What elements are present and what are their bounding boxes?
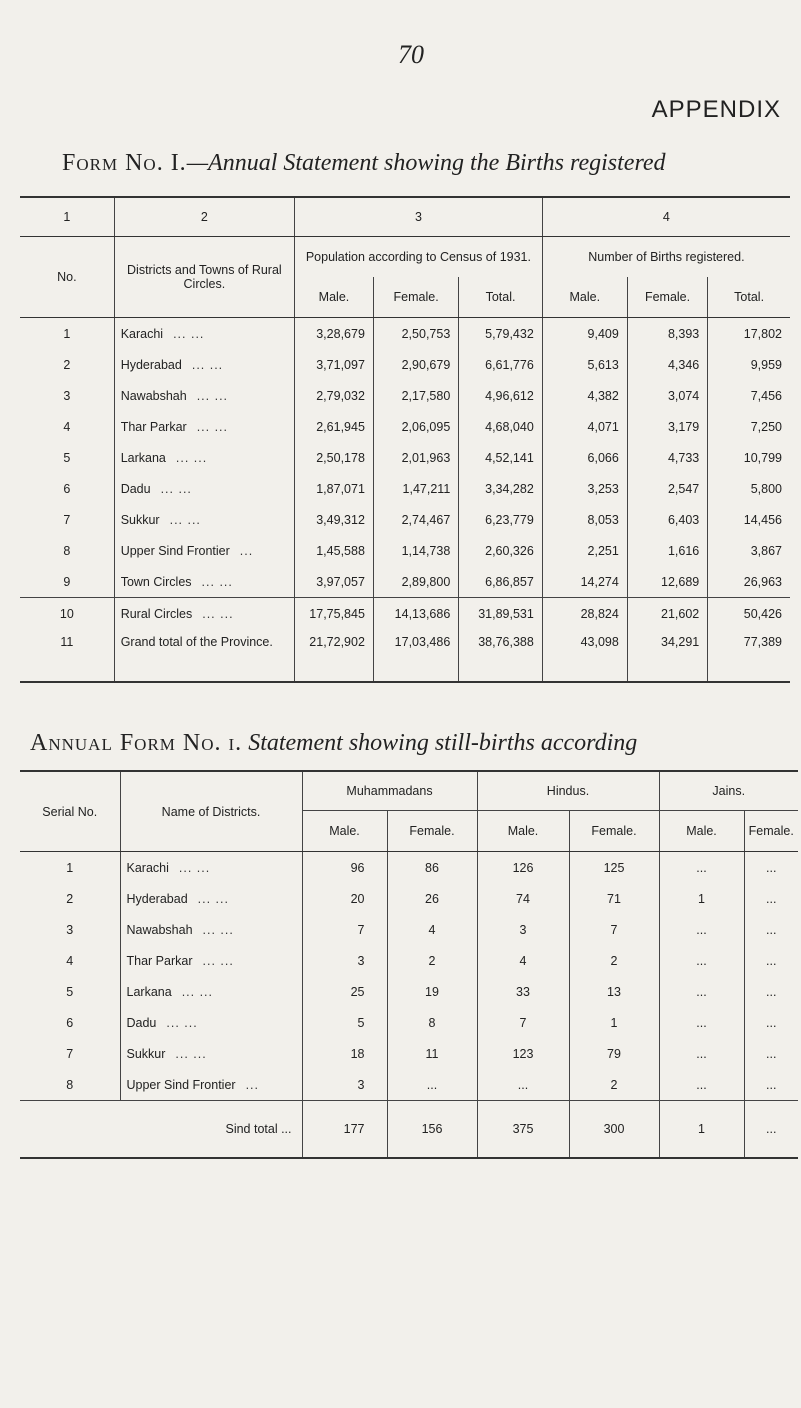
header-jain-male: Male. xyxy=(659,811,744,852)
cell-pt: 6,23,779 xyxy=(459,504,543,535)
cell-bt: 7,250 xyxy=(708,411,790,442)
cell-pf: 2,90,679 xyxy=(373,349,458,380)
cell-jain-male: ... xyxy=(659,852,744,884)
leader-dots: ... ... xyxy=(178,860,211,875)
cell-jain-female: ... xyxy=(744,852,798,884)
total-muh-female: 156 xyxy=(387,1101,477,1159)
cell-pt: 31,89,531 xyxy=(459,598,543,630)
header-pop-male: Male. xyxy=(295,277,374,318)
leader-dots: ... ... xyxy=(166,1015,198,1030)
header-hin-male: Male. xyxy=(477,811,569,852)
cell-bm: 4,382 xyxy=(542,380,627,411)
cell-hin-female: 71 xyxy=(569,883,659,914)
cell-pm: 3,28,679 xyxy=(295,318,374,350)
cell-jain-male: ... xyxy=(659,914,744,945)
table-row xyxy=(20,976,798,1007)
row-number: 10 xyxy=(20,598,114,630)
cell-hin-male: 3 xyxy=(477,914,569,945)
cell-hin-female: 13 xyxy=(569,976,659,1007)
cell-bm: 6,066 xyxy=(542,442,627,473)
header-population: Population according to Census of 1931. xyxy=(295,237,543,278)
cell-pt: 4,52,141 xyxy=(459,442,543,473)
district-label: Upper Sind Frontier xyxy=(120,543,230,558)
leader-dots: ... ... xyxy=(197,891,229,906)
cell-bt: 14,456 xyxy=(708,504,790,535)
district-name xyxy=(120,852,302,884)
header-muh-female: Female. xyxy=(387,811,477,852)
district-name xyxy=(114,504,294,535)
row-number: 8 xyxy=(63,543,71,558)
table-row xyxy=(20,411,790,442)
cell-bm: 5,613 xyxy=(542,349,627,380)
cell-bm: 14,274 xyxy=(542,566,627,598)
district-label: Town Circles xyxy=(120,574,192,589)
cell-bt: 3,867 xyxy=(708,535,790,566)
cell-pm: 1,45,588 xyxy=(295,535,374,566)
cell-jain-female: ... xyxy=(744,1007,798,1038)
district-label: Sukkur xyxy=(120,512,160,527)
cell-bf: 8,393 xyxy=(627,318,707,350)
district-label: Thar Parkar xyxy=(126,953,193,968)
table-row xyxy=(20,852,798,884)
cell-hin-male: ... xyxy=(477,1069,569,1101)
row-number: 4 xyxy=(66,953,74,968)
cell-jain-female: ... xyxy=(744,1069,798,1101)
cell-jain-male: ... xyxy=(659,945,744,976)
district-name xyxy=(120,945,302,976)
header-muh-male: Male. xyxy=(302,811,387,852)
cell-bf: 3,074 xyxy=(627,380,707,411)
header-muhammadans: Muhammadans xyxy=(302,771,477,811)
header-pop-female: Female. xyxy=(373,277,458,318)
form2-title-prefix: Annual Form No. i. xyxy=(30,730,243,756)
row-number: 5 xyxy=(66,984,74,999)
cell-jain-male: ... xyxy=(659,1007,744,1038)
leader-dots: ... ... xyxy=(175,450,208,465)
header-birth-male: Male. xyxy=(542,277,627,318)
row-number: 2 xyxy=(66,891,74,906)
cell-pt: 4,96,612 xyxy=(459,380,543,411)
cell-hin-male: 33 xyxy=(477,976,569,1007)
form2-title xyxy=(30,730,790,757)
form1-title-prefix: Form No. I. xyxy=(62,150,187,176)
leader-dots: ... xyxy=(239,543,254,558)
table-row xyxy=(20,380,790,411)
row-number: 6 xyxy=(66,1015,74,1030)
cell-muh-female: 19 xyxy=(387,976,477,1007)
cell-pm: 21,72,902 xyxy=(295,629,374,682)
row-number: 5 xyxy=(63,450,71,465)
header-jains: Jains. xyxy=(659,771,798,811)
district-name xyxy=(114,535,294,566)
table-row xyxy=(20,566,790,598)
cell-jain-female: ... xyxy=(744,883,798,914)
cell-bf: 34,291 xyxy=(627,629,707,682)
cell-pf: 1,14,738 xyxy=(373,535,458,566)
cell-muh-male: 3 xyxy=(302,1069,387,1101)
cell-hin-male: 4 xyxy=(477,945,569,976)
district-name xyxy=(120,1069,302,1101)
cell-hin-female: 2 xyxy=(569,1069,659,1101)
district-name xyxy=(114,349,294,380)
cell-bf: 12,689 xyxy=(627,566,707,598)
cell-hin-male: 123 xyxy=(477,1038,569,1069)
district-name xyxy=(120,883,302,914)
cell-bt: 17,802 xyxy=(708,318,790,350)
cell-jain-female: ... xyxy=(744,945,798,976)
district-name xyxy=(114,566,294,598)
cell-bm: 4,071 xyxy=(542,411,627,442)
district-name xyxy=(114,411,294,442)
leader-dots: ... ... xyxy=(201,574,233,589)
cell-hin-female: 125 xyxy=(569,852,659,884)
district-label: Karachi xyxy=(120,326,164,341)
cell-bf: 4,346 xyxy=(627,349,707,380)
row-number: 3 xyxy=(66,922,74,937)
row-number: 2 xyxy=(63,357,71,372)
cell-muh-female: 4 xyxy=(387,914,477,945)
district-label: Larkana xyxy=(126,984,172,999)
cell-pm: 1,87,071 xyxy=(295,473,374,504)
total-label: Sind total ... xyxy=(20,1101,302,1159)
form1-title-text: —Annual Statement showing the Births registered xyxy=(186,150,666,176)
cell-pt: 6,61,776 xyxy=(459,349,543,380)
row-number: 1 xyxy=(66,860,74,875)
total-muh-male: 177 xyxy=(302,1101,387,1159)
cell-jain-male: ... xyxy=(659,1038,744,1069)
cell-muh-female: 2 xyxy=(387,945,477,976)
district-name xyxy=(120,976,302,1007)
table-row xyxy=(20,1069,798,1101)
district-name xyxy=(114,318,294,350)
table-row xyxy=(20,598,790,630)
row-number: 7 xyxy=(63,512,71,527)
cell-bt: 5,800 xyxy=(708,473,790,504)
cell-bt: 77,389 xyxy=(708,629,790,682)
district-name xyxy=(114,442,294,473)
district-label: Rural Circles xyxy=(120,606,193,621)
total-jain-female: ... xyxy=(744,1101,798,1159)
cell-muh-female: 11 xyxy=(387,1038,477,1069)
cell-muh-male: 96 xyxy=(302,852,387,884)
cell-bm: 8,053 xyxy=(542,504,627,535)
cell-hin-female: 79 xyxy=(569,1038,659,1069)
row-number: 3 xyxy=(63,388,71,403)
cell-bt: 9,959 xyxy=(708,349,790,380)
cell-pf: 2,06,095 xyxy=(373,411,458,442)
district-name xyxy=(114,629,294,682)
births-table xyxy=(20,196,790,683)
header-districts: Districts and Towns of Rural Circles. xyxy=(114,237,294,318)
col-number-1: 1 xyxy=(20,197,114,237)
row-number: 6 xyxy=(63,481,71,496)
table-row xyxy=(20,504,790,535)
district-label: Nawabshah xyxy=(126,922,193,937)
cell-pf: 14,13,686 xyxy=(373,598,458,630)
district-label: Dadu xyxy=(126,1015,157,1030)
cell-jain-female: ... xyxy=(744,976,798,1007)
cell-pt: 5,79,432 xyxy=(459,318,543,350)
header-name: Name of Districts. xyxy=(120,771,302,852)
district-name xyxy=(120,914,302,945)
cell-hin-male: 74 xyxy=(477,883,569,914)
row-number: 7 xyxy=(66,1046,74,1061)
cell-pf: 2,01,963 xyxy=(373,442,458,473)
cell-jain-male: ... xyxy=(659,1069,744,1101)
cell-bt: 10,799 xyxy=(708,442,790,473)
cell-bf: 6,403 xyxy=(627,504,707,535)
header-serial: Serial No. xyxy=(20,771,120,852)
cell-bm: 3,253 xyxy=(542,473,627,504)
leader-dots: ... ... xyxy=(191,357,224,372)
district-name xyxy=(120,1038,302,1069)
cell-jain-male: 1 xyxy=(659,883,744,914)
cell-jain-female: ... xyxy=(744,1038,798,1069)
cell-muh-female: 86 xyxy=(387,852,477,884)
cell-bf: 21,602 xyxy=(627,598,707,630)
total-jain-male: 1 xyxy=(659,1101,744,1159)
district-name xyxy=(114,473,294,504)
table-row xyxy=(20,883,798,914)
district-label: Karachi xyxy=(126,860,169,875)
header-no: No. xyxy=(20,237,114,318)
cell-muh-female: ... xyxy=(387,1069,477,1101)
leader-dots: ... ... xyxy=(196,388,229,403)
table-row xyxy=(20,629,790,682)
appendix-heading: APPENDIX xyxy=(651,96,781,123)
total-hin-female: 300 xyxy=(569,1101,659,1159)
leader-dots: ... ... xyxy=(202,606,234,621)
cell-hin-male: 7 xyxy=(477,1007,569,1038)
district-label: Hyderabad xyxy=(120,357,182,372)
district-name xyxy=(114,598,294,630)
table-row xyxy=(20,318,790,350)
leader-dots: ... ... xyxy=(175,1046,207,1061)
cell-muh-male: 25 xyxy=(302,976,387,1007)
header-jain-female: Female. xyxy=(744,811,798,852)
cell-pt: 3,34,282 xyxy=(459,473,543,504)
cell-bm: 9,409 xyxy=(542,318,627,350)
cell-pf: 2,50,753 xyxy=(373,318,458,350)
district-label: Thar Parkar xyxy=(120,419,187,434)
cell-jain-female: ... xyxy=(744,914,798,945)
table-row xyxy=(20,945,798,976)
header-hin-female: Female. xyxy=(569,811,659,852)
col-number-2: 2 xyxy=(114,197,294,237)
cell-bf: 1,616 xyxy=(627,535,707,566)
total-row xyxy=(20,1101,798,1159)
row-number: 8 xyxy=(66,1077,74,1092)
table-row xyxy=(20,349,790,380)
cell-pf: 2,74,467 xyxy=(373,504,458,535)
leader-dots: ... ... xyxy=(181,984,213,999)
district-name xyxy=(120,1007,302,1038)
district-label: Sukkur xyxy=(126,1046,166,1061)
cell-pm: 3,49,312 xyxy=(295,504,374,535)
cell-muh-male: 3 xyxy=(302,945,387,976)
cell-pf: 2,89,800 xyxy=(373,566,458,598)
row-number: 11 xyxy=(20,629,114,682)
table-row xyxy=(20,914,798,945)
cell-muh-female: 8 xyxy=(387,1007,477,1038)
district-label: Nawabshah xyxy=(120,388,187,403)
total-hin-male: 375 xyxy=(477,1101,569,1159)
district-label: Dadu xyxy=(120,481,151,496)
leader-dots: ... ... xyxy=(173,326,205,341)
row-number: 4 xyxy=(63,419,71,434)
table-row xyxy=(20,1038,798,1069)
row-number: 9 xyxy=(63,574,71,589)
cell-bm: 43,098 xyxy=(542,629,627,682)
cell-bm: 28,824 xyxy=(542,598,627,630)
cell-pm: 2,50,178 xyxy=(295,442,374,473)
cell-pf: 17,03,486 xyxy=(373,629,458,682)
cell-muh-male: 20 xyxy=(302,883,387,914)
district-label: Hyderabad xyxy=(126,891,188,906)
header-birth-total: Total. xyxy=(708,277,790,318)
district-label: Grand total of the Province. xyxy=(120,635,273,649)
header-hindus: Hindus. xyxy=(477,771,659,811)
form1-title xyxy=(62,150,792,177)
cell-hin-female: 7 xyxy=(569,914,659,945)
cell-pt: 2,60,326 xyxy=(459,535,543,566)
cell-pf: 2,17,580 xyxy=(373,380,458,411)
cell-bf: 3,179 xyxy=(627,411,707,442)
leader-dots: ... ... xyxy=(169,512,201,527)
cell-muh-male: 7 xyxy=(302,914,387,945)
cell-muh-male: 18 xyxy=(302,1038,387,1069)
cell-pm: 3,71,097 xyxy=(295,349,374,380)
col-number-3: 3 xyxy=(295,197,543,237)
cell-pt: 38,76,388 xyxy=(459,629,543,682)
form2-title-text: Statement showing still-births according xyxy=(248,730,638,756)
cell-bt: 50,426 xyxy=(708,598,790,630)
cell-muh-female: 26 xyxy=(387,883,477,914)
leader-dots: ... ... xyxy=(160,481,192,496)
district-name xyxy=(114,380,294,411)
col-number-4: 4 xyxy=(542,197,790,237)
table-row xyxy=(20,442,790,473)
header-pop-total: Total. xyxy=(459,277,543,318)
cell-bm: 2,251 xyxy=(542,535,627,566)
cell-bt: 7,456 xyxy=(708,380,790,411)
table-row xyxy=(20,1007,798,1038)
cell-bt: 26,963 xyxy=(708,566,790,598)
cell-pt: 4,68,040 xyxy=(459,411,543,442)
cell-pt: 6,86,857 xyxy=(459,566,543,598)
cell-hin-female: 1 xyxy=(569,1007,659,1038)
cell-bf: 2,547 xyxy=(627,473,707,504)
district-label: Upper Sind Frontier xyxy=(126,1077,236,1092)
cell-pm: 17,75,845 xyxy=(295,598,374,630)
cell-pf: 1,47,211 xyxy=(373,473,458,504)
leader-dots: ... ... xyxy=(202,922,234,937)
still-births-table xyxy=(20,770,798,1159)
leader-dots: ... xyxy=(245,1077,259,1092)
table-row xyxy=(20,535,790,566)
cell-hin-female: 2 xyxy=(569,945,659,976)
page-number: 70 xyxy=(398,40,424,69)
district-label: Larkana xyxy=(120,450,166,465)
header-birth-female: Female. xyxy=(627,277,707,318)
table-row xyxy=(20,473,790,504)
cell-pm: 3,97,057 xyxy=(295,566,374,598)
cell-jain-male: ... xyxy=(659,976,744,1007)
cell-hin-male: 126 xyxy=(477,852,569,884)
header-births: Number of Births registered. xyxy=(542,237,790,278)
cell-pm: 2,79,032 xyxy=(295,380,374,411)
leader-dots: ... ... xyxy=(196,419,228,434)
cell-bf: 4,733 xyxy=(627,442,707,473)
cell-pm: 2,61,945 xyxy=(295,411,374,442)
leader-dots: ... ... xyxy=(202,953,234,968)
cell-muh-male: 5 xyxy=(302,1007,387,1038)
row-number: 1 xyxy=(63,326,71,341)
